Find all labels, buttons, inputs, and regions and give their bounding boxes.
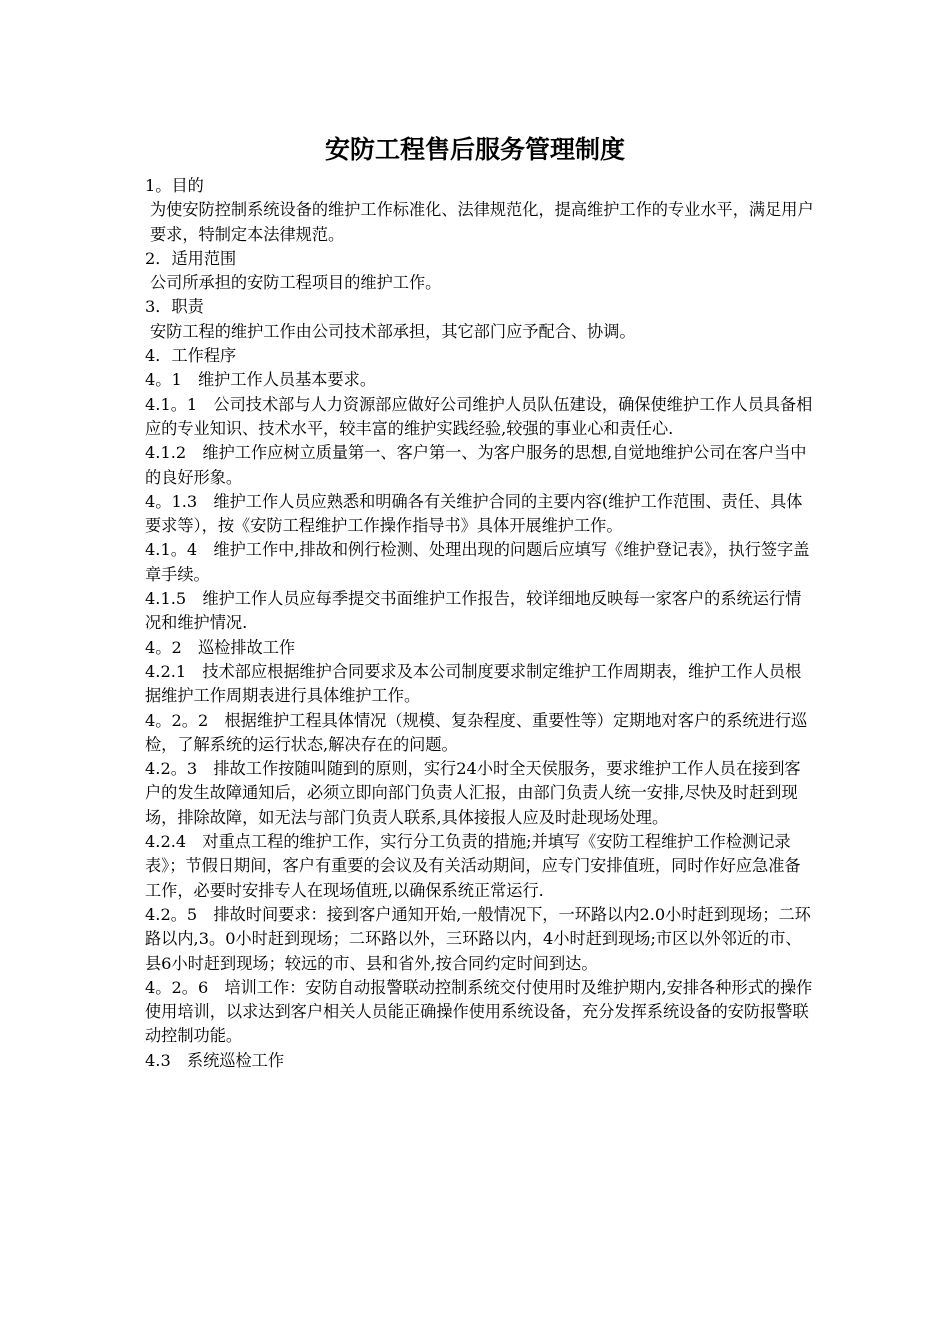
paragraph: 3．职责 xyxy=(145,297,204,317)
paragraph: 4。2。6 培训工作：安防自动报警联动控制系统交付使用时及维护期内,安排各种形式的操作使用培训，以求达到客户相关人员能正确操作使用系统设备，充分发挥系统设备的安防报警联动控制功能。 xyxy=(145,977,813,1046)
paragraph: 公司所承担的安防工程项目的维护工作。 xyxy=(150,273,442,293)
paragraph: 4.1.2 维护工作应树立质量第一、客户第一、为客户服务的思想,自觉地维护公司在客户当中的良好形象。 xyxy=(145,443,807,487)
paragraph: 4.1。1 公司技术部与人力资源部应做好公司维护人员队伍建设，确保使维护工作人员具备相应的专业知识、技术水平，较丰富的维护实践经验,较强的事业心和责任心. xyxy=(145,394,813,438)
paragraph: 1。目的 xyxy=(145,176,204,195)
paragraph: 4。2 巡检排故工作 xyxy=(145,637,296,657)
paragraph: 4.2。5 排故时间要求：接到客户通知开始,一般情况下，一环路以内2.0小时赶到现场；二环路以内,3。0小时赶到现场；二环路以外，三环路以内，4小时赶到现场;市区以外邻近的市、县6小时赶到现场；较远的市、县和省外,按合同约定时间到达。 xyxy=(145,904,811,973)
paragraph: 4.2.1 技术部应根据维护合同要求及本公司制度要求制定维护工作周期表，维护工作人员根据维护工作周期表进行具体维护工作。 xyxy=(145,661,802,706)
paragraph: 4.1.5 维护工作人员应每季提交书面维护工作报告，较详细地反映每一家客户的系统运行情况和维护情况. xyxy=(145,589,802,633)
paragraph: 4。1.3 维护工作人员应熟悉和明确各有关维护合同的主要内容(维护工作范围、责任、具体要求等），按《安防工程维护工作操作指导书》具体开展维护工作。 xyxy=(145,491,803,536)
paragraph: 4。1 维护工作人员基本要求。 xyxy=(145,370,377,390)
paragraph: 4。2。2 根据维护工程具体情况（规模、复杂程度、重要性等）定期地对客户的系统进行巡检，了解系统的运行状态,解决存在的问题。 xyxy=(145,710,808,754)
document-title: 安防工程售后服务管理制度 xyxy=(324,135,625,164)
paragraph: 为使安防控制系统设备的维护工作标准化、法律规范化，提高维护工作的专业水平，满足用户要求，特制定本法律规范。 xyxy=(150,200,814,244)
document-body xyxy=(145,174,815,1073)
paragraph: 4．工作程序 xyxy=(145,346,237,366)
paragraph: 4.1。4 维护工作中,排故和例行检测、处理出现的问题后应填写《维护登记表》，执行签字盖章手续。 xyxy=(145,540,810,584)
paragraph: 4.2.4 对重点工程的维护工作，实行分工负责的措施;并填写《安防工程维护工作检测记录表》；节假日期间，客户有重要的会议及有关活动期间，应专门安排值班，同时作好应急准备工作，必要时安排专人在现场值班,以确保系统正常运行. xyxy=(145,832,801,900)
paragraph: 4.3 系统巡检工作 xyxy=(145,1050,285,1070)
paragraph: 2．适用范围 xyxy=(145,248,237,268)
paragraph: 安防工程的维护工作由公司技术部承担，其它部门应予配合、协调。 xyxy=(150,321,636,341)
paragraph: 4.2。3 排故工作按随叫随到的原则，实行24小时全天侯服务，要求维护工作人员在接到客户的发生故障通知后，必须立即向部门负责人汇报，由部门负责人统一安排,尽快及时赶到现场，排除故障，如无法与部门负责人联系,具体接报人应及时赴现场处理。 xyxy=(145,759,801,827)
